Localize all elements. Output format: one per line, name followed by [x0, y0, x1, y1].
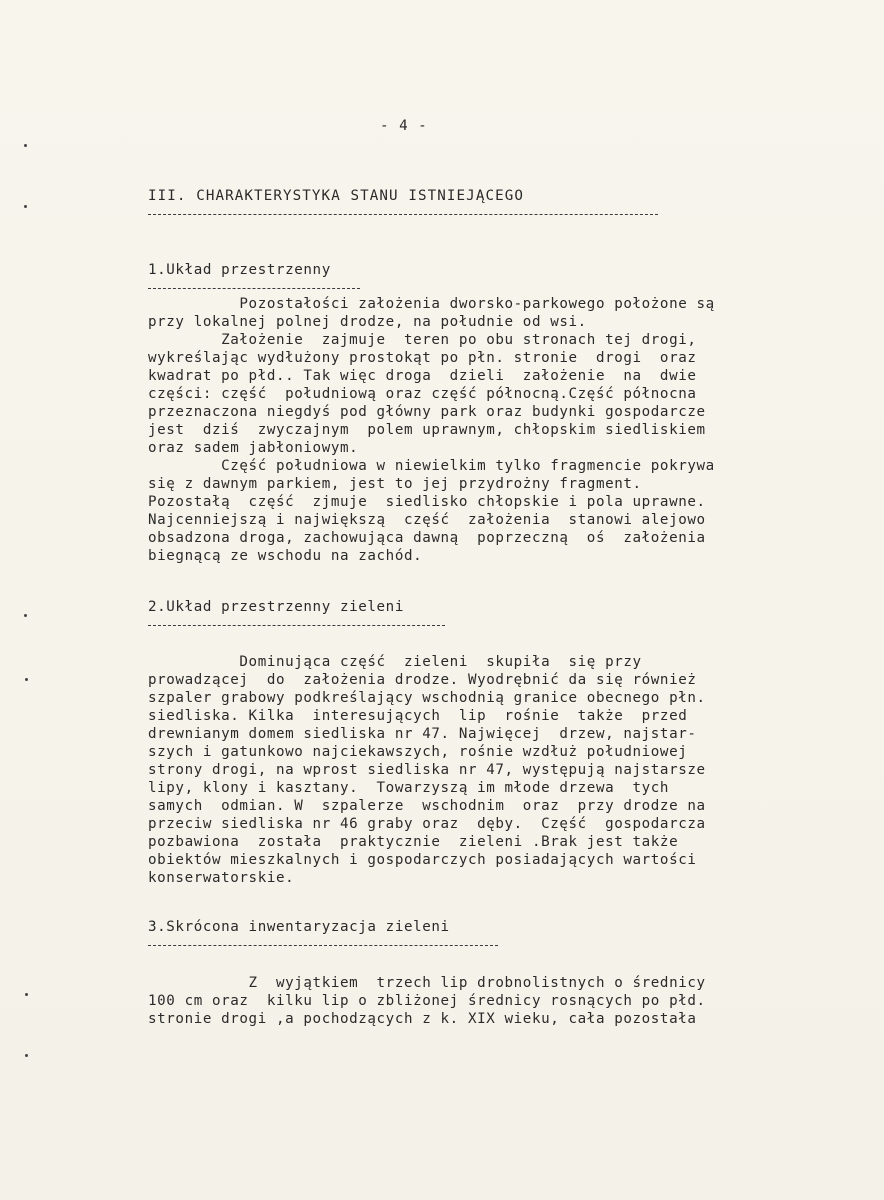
- body-line: Pozostałości założenia dworsko-parkowego położone są: [148, 296, 715, 312]
- body-line: samych odmian. W szpalerze wschodnim oraz przy drodze na: [148, 798, 706, 814]
- body-line: stronie drogi ,a pochodzących z k. XIX wieku, cała pozostała: [148, 1011, 697, 1027]
- body-line: Pozostałą część zjmuje siedlisko chłopskie i pola uprawne.: [148, 494, 706, 510]
- subsection-3-heading: 3.Skrócona inwentaryzacja zieleni: [148, 919, 450, 935]
- body-line: wykreślając wydłużony prostokąt po płn. stronie drogi oraz: [148, 350, 697, 366]
- subsection-1-underline: [148, 288, 360, 289]
- body-line: kwadrat po płd.. Tak więc droga dzieli założenie na dwie: [148, 368, 697, 384]
- scan-speck: [25, 1054, 28, 1057]
- body-line: lipy, klony i kasztany. Towarzyszą im młode drzewa tych: [148, 780, 670, 796]
- body-line: oraz sadem jabłoniowym.: [148, 440, 359, 456]
- scan-speck: [25, 678, 28, 681]
- scan-speck: [24, 144, 27, 147]
- body-line: przeciw siedliska nr 46 graby oraz dęby. Część gospodarcza: [148, 816, 706, 832]
- body-line: szych i gatunkowo najciekawszych, rośnie wzdłuż południowej: [148, 744, 688, 760]
- body-line: Część południowa w niewielkim tylko fragmencie pokrywa: [148, 458, 715, 474]
- page-number: - 4 -: [380, 118, 428, 134]
- body-line: drewnianym domem siedliska nr 47. Najwięcej drzew, najstar-: [148, 726, 697, 742]
- body-line: siedliska. Kilka interesujących lip rośnie także przed: [148, 708, 688, 724]
- scan-speck: [24, 614, 27, 617]
- body-line: 100 cm oraz kilku lip o zbliżonej średnicy rosnących po płd.: [148, 993, 706, 1009]
- scan-speck: [25, 993, 28, 996]
- subsection-1-heading: 1.Układ przestrzenny: [148, 262, 331, 278]
- section-heading-underline: [148, 214, 658, 215]
- body-line: jest dziś zwyczajnym polem uprawnym, chłopskim siedliskiem: [148, 422, 706, 438]
- body-line: Założenie zajmuje teren po obu stronach tej drogi,: [148, 332, 697, 348]
- scan-speck: [24, 205, 27, 208]
- body-line: Z wyjątkiem trzech lip drobnolistnych o średnicy: [148, 975, 706, 991]
- body-line: obsadzona droga, zachowująca dawną poprzeczną oś założenia: [148, 530, 706, 546]
- subsection-2-heading: 2.Układ przestrzenny zieleni: [148, 599, 404, 615]
- subsection-2-underline: [148, 625, 445, 626]
- body-line: przeznaczona niegdyś pod główny park oraz budynki gospodarcze: [148, 404, 706, 420]
- body-line: Najcenniejszą i największą część założenia stanowi alejowo: [148, 512, 706, 528]
- body-line: przy lokalnej polnej drodze, na południe od wsi.: [148, 314, 587, 330]
- section-heading: III. CHARAKTERYSTYKA STANU ISTNIEJĄCEGO: [148, 188, 525, 204]
- body-line: prowadzącej do założenia drodze. Wyodrębnić da się również: [148, 672, 697, 688]
- body-line: obiektów mieszkalnych i gospodarczych posiadających wartości: [148, 852, 697, 868]
- body-line: części: część południową oraz część północną.Część północna: [148, 386, 697, 402]
- body-line: biegnącą ze wschodu na zachód.: [148, 548, 423, 564]
- body-line: Dominująca część zieleni skupiła się przy: [148, 654, 642, 670]
- body-line: się z dawnym parkiem, jest to jej przydrożny fragment.: [148, 476, 642, 492]
- body-line: konserwatorskie.: [148, 870, 295, 886]
- body-line: strony drogi, na wprost siedliska nr 47, występują najstarsze: [148, 762, 706, 778]
- subsection-3-underline: [148, 945, 498, 946]
- body-line: szpaler grabowy podkreślający wschodnią granice obecnego płn.: [148, 690, 706, 706]
- body-line: pozbawiona została praktycznie zieleni .Brak jest także: [148, 834, 679, 850]
